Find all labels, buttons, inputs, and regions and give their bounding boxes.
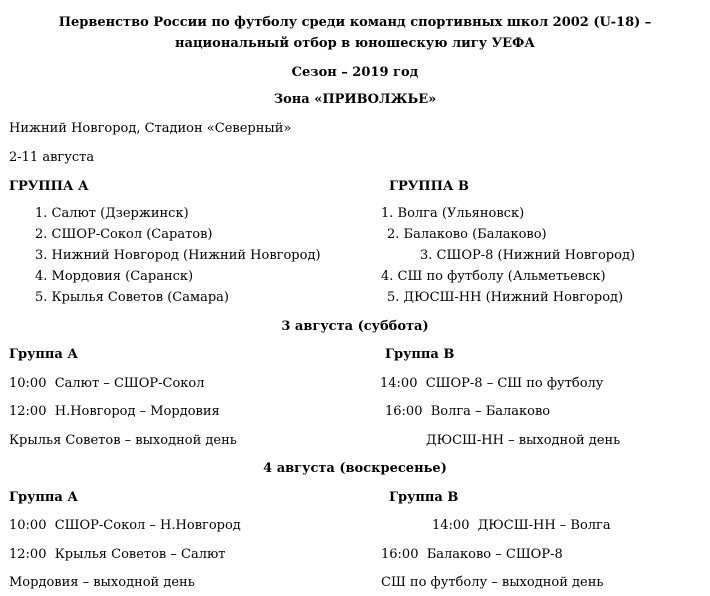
group-b-team: 5. ДЮСШ-НН (Нижний Новгород) [387,290,624,305]
group-a-team: 5. Крылья Советов (Самара) [35,290,229,305]
day1-match: 10:00 Салют – СШОР-Сокол [9,376,205,391]
day1-match: 14:00 СШОР-8 – СШ по футболу [380,376,604,391]
day1-heading: 3 августа (суббота) [281,319,429,334]
day1-rest-day: Крылья Советов – выходной день [9,433,237,448]
day1-rest-day: ДЮСШ-НН – выходной день [426,433,621,448]
group-a-team: 4. Мордовия (Саранск) [35,269,194,284]
day2-group-b-label: Группа В [389,490,459,505]
day2-match: 12:00 Крылья Советов – Салют [9,547,226,562]
doc-title-line2: национальный отбор в юношескую лигу УЕФА [175,36,535,51]
day2-match: 14:00 ДЮСШ-НН – Волга [432,518,611,533]
group-a-title: ГРУППА А [9,179,89,194]
day2-group-a-label: Группа А [9,490,78,505]
season-heading: Сезон – 2019 год [291,65,419,80]
day1-group-b-label: Группа В [385,347,455,362]
day2-rest-day: Мордовия – выходной день [9,575,195,590]
zone-heading: Зона «ПРИВОЛЖЬЕ» [273,92,437,107]
group-a-team: 2. СШОР-Сокол (Саратов) [35,227,213,242]
dates-text: 2-11 августа [9,150,95,165]
day2-heading: 4 августа (воскресенье) [263,461,447,476]
group-b-team: 1. Волга (Ульяновск) [381,206,525,221]
group-a-team: 1. Салют (Дзержинск) [35,206,189,221]
group-a-team: 3. Нижний Новгород (Нижний Новгород) [35,248,321,263]
group-b-title: ГРУППА В [389,179,469,194]
venue-text: Нижний Новгород, Стадион «Северный» [9,121,292,136]
day1-match: 12:00 Н.Новгород – Мордовия [9,404,220,419]
day1-group-a-label: Группа А [9,347,78,362]
day2-match: 10:00 СШОР-Сокол – Н.Новгород [9,518,241,533]
group-b-team: 2. Балаково (Балаково) [387,227,547,242]
doc-title-line1: Первенство России по футболу среди команд спортивных школ 2002 (U-18) – [58,15,652,30]
day2-rest-day: СШ по футболу – выходной день [381,575,604,590]
group-b-team: 4. СШ по футболу (Альметьевск) [381,269,606,284]
day2-match: 16:00 Балаково – СШОР-8 [381,547,563,562]
group-b-team: 3. СШОР-8 (Нижний Новгород) [420,248,636,263]
day1-match: 16:00 Волга – Балаково [385,404,551,419]
